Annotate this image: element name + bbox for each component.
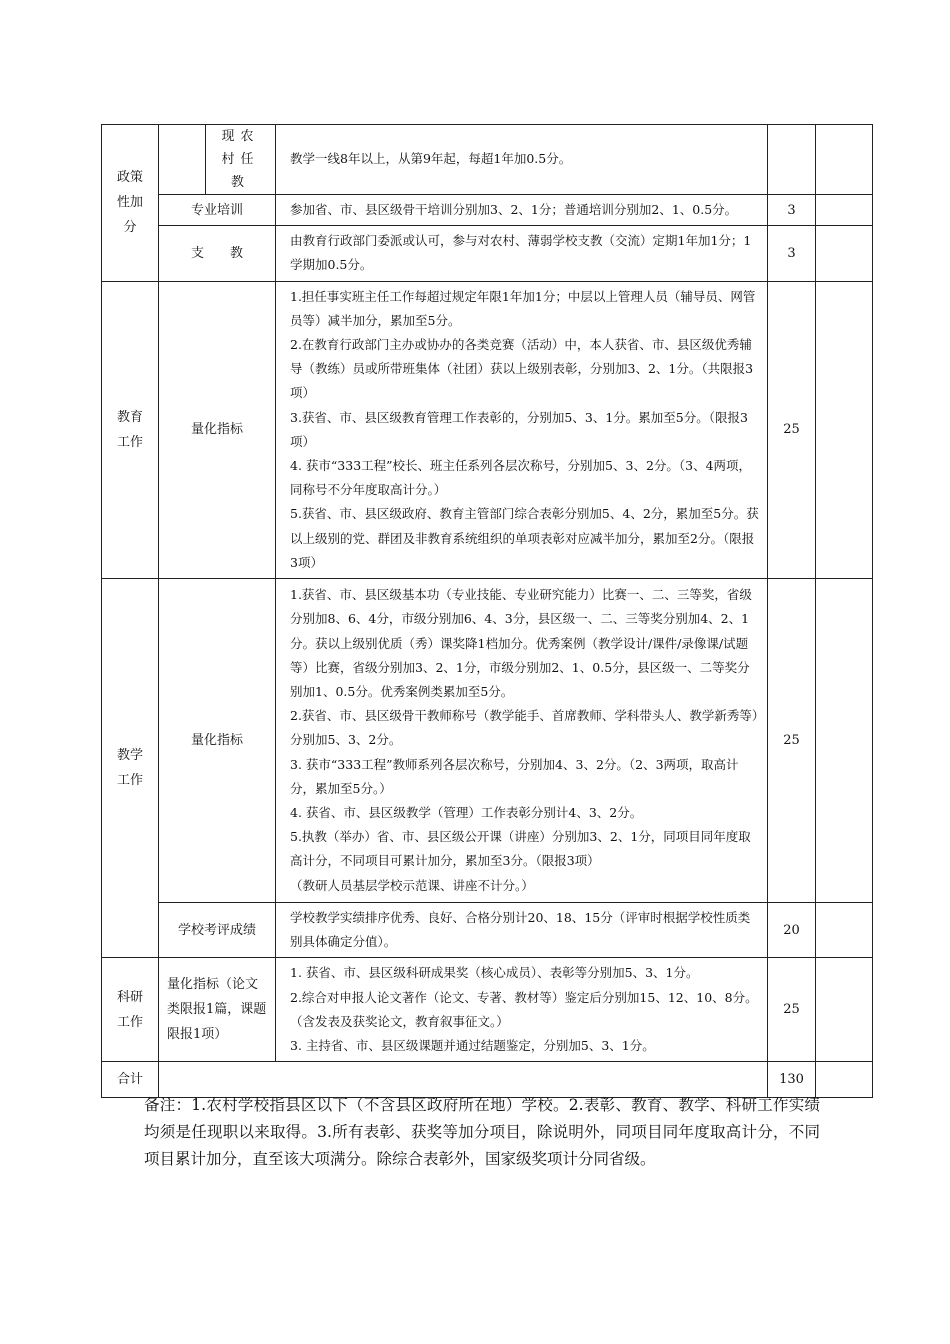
content-support-teaching: 由教育行政部门委派或认可，参与对农村、薄弱学校支教（交流）定期1年加1分；1学期加0.5分。 [276, 226, 768, 281]
score-training: 3 [768, 195, 816, 226]
footnote: 备注：1.农村学校指县区以下（不含县区政府所在地）学校。2.表彰、教育、教学、科研工作实绩均须是任现职以来取得。3.所有表彰、获奖等加分项目，除说明外，同项目同年度取高计分，不同项目累计加分，直至该大项满分。除综合表彰外，国家级奖项计分同省级。 [144, 1096, 820, 1168]
item-teaching-quant: 量化指标 [159, 579, 276, 903]
table-row [102, 903, 873, 958]
item-education-quant: 量化指标 [159, 281, 276, 578]
empty-cell [816, 1062, 873, 1098]
item-rural-teaching: 现农村任教 [206, 125, 276, 195]
score-education: 25 [768, 281, 816, 578]
category-teaching: 教学工作 [102, 579, 159, 958]
empty-cell [816, 958, 873, 1062]
score-teaching: 25 [768, 579, 816, 903]
table-row [102, 195, 873, 226]
teaching-line: 1.获省、市、县区级基本功（专业技能、专业研究能力）比赛一、二、三等奖，省级分别加8、6、4分，市级分别加6、4、3分，县区级一、二、三等奖分别加4、2、1分。获以上级别优质（秀）课奖降1档加分。优秀案例（教学设计/课件/录像课/试题等）比赛，省级分别加3、2、1分，市级分别加2、1、0.5分，县区级一、二等奖分别加1、0.5分。优秀案例类累加至5分。 [290, 587, 752, 700]
content-research [276, 958, 768, 1062]
category-research: 科研工作 [102, 958, 159, 1062]
empty-cell [816, 195, 873, 226]
scoring-table [101, 124, 873, 1098]
score-research: 25 [768, 958, 816, 1062]
empty-cell [816, 903, 873, 958]
score-support-teaching: 3 [768, 226, 816, 281]
table-row [102, 579, 873, 903]
education-line: 1.担任事实班主任工作每超过规定年限1年加1分；中层以上管理人员（辅导员、网管员等）减半加分，累加至5分。 [290, 288, 756, 328]
table-row [102, 125, 873, 195]
item-support-teaching: 支 教 [159, 226, 276, 281]
item-research-quant: 量化指标（论文类限报1篇，课题限报1项） [159, 958, 276, 1062]
teaching-line: 4. 获省、市、县区级教学（管理）工作表彰分别计4、3、2分。 [290, 805, 643, 821]
empty-cell [816, 281, 873, 578]
total-label: 合计 [102, 1062, 159, 1098]
research-line: 1. 获省、市、县区级科研成果奖（核心成员）、表彰等分别加5、3、1分。 [290, 965, 699, 981]
content-teaching [276, 579, 768, 903]
teaching-line: （教研人员基层学校示范课、讲座不计分。） [290, 877, 534, 893]
total-score: 130 [768, 1062, 816, 1098]
content-training: 参加省、市、县区级骨干培训分别加3、2、1分；普通培训分别加2、1、0.5分。 [276, 195, 768, 226]
table-row [102, 281, 873, 578]
table-row [102, 958, 873, 1062]
education-line: 2.在教育行政部门主办或协办的各类竞赛（活动）中，本人获省、市、县区级优秀辅导（教练）员或所带班集体（社团）获以上级别表彰，分别加3、2、1分。（共限报3项） [290, 337, 754, 401]
teaching-line: 5.执教（举办）省、市、县区级公开课（讲座）分别加3、2、1分，同项目同年度取高计分，不同项目可累计加分，累加至3分。（限报3项） [290, 829, 751, 869]
empty-cell [816, 226, 873, 281]
item-school-evaluation: 学校考评成绩 [159, 903, 276, 958]
empty-cell [159, 125, 206, 195]
education-line: 4. 获市“333工程”校长、班主任系列各层次称号，分别加5、3、2分。（3、4两项，同称号不分年度取高计分。） [290, 458, 752, 498]
empty-cell [816, 125, 873, 195]
score-rural-teaching [768, 125, 816, 195]
category-policy: 政策性加分 [102, 125, 159, 282]
category-education: 教育工作 [102, 281, 159, 578]
education-line: 3.获省、市、县区级教育管理工作表彰的，分别加5、3、1分。累加至5分。（限报3项） [290, 409, 748, 449]
research-line: 2.综合对申报人论文著作（论文、专著、教材等）鉴定后分别加15、12、10、8分。（含发表及获奖论文，教育叙事征文。） [290, 989, 758, 1029]
content-school-evaluation: 学校教学实绩排序优秀、良好、合格分别计20、18、15分（评审时根据学校性质类别具体确定分值）。 [276, 903, 768, 958]
item-training: 专业培训 [159, 195, 276, 226]
teaching-line: 2.获省、市、县区级骨干教师称号（教学能手、首席教师、学科带头人、教学新秀等）分别加5、3、2分。 [290, 708, 759, 748]
research-line: 3. 主持省、市、县区级课题并通过结题鉴定，分别加5、3、1分。 [290, 1038, 655, 1054]
table-row [102, 226, 873, 281]
score-school-evaluation: 20 [768, 903, 816, 958]
education-line: 5.获省、市、县区级政府、教育主管部门综合表彰分别加5、4、2分，累加至5分。获以上级别的党、群团及非教育系统组织的单项表彰对应减半加分，累加至2分。（限报3项） [290, 506, 759, 570]
teaching-line: 3. 获市“333工程”教师系列各层次称号，分别加4、3、2分。（2、3两项，取高计分，累加至5分。） [290, 756, 739, 796]
empty-cell [816, 579, 873, 903]
content-rural-teaching: 教学一线8年以上，从第9年起，每超1年加0.5分。 [276, 125, 768, 195]
content-education [276, 281, 768, 578]
